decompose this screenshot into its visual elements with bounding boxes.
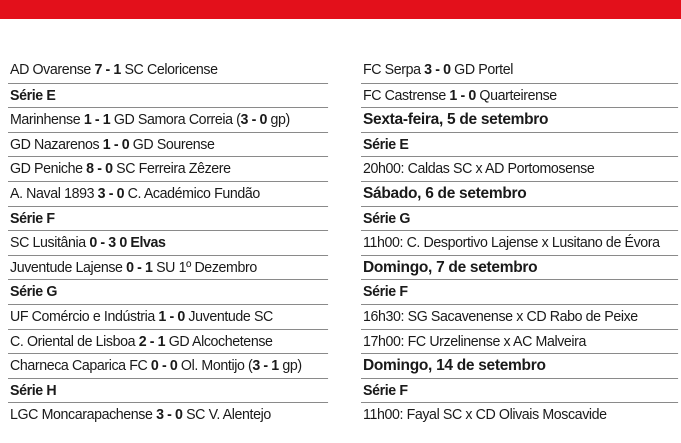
score-text: 3 - 0 xyxy=(97,185,125,202)
match-row xyxy=(8,156,328,181)
row-text: GD Peniche xyxy=(9,161,87,178)
serie-heading xyxy=(8,378,328,403)
row-text: Domingo, 7 de setembro xyxy=(362,258,538,276)
row-text: 11h00: C. Desportivo Lajense x Lusitano de Évora xyxy=(362,235,660,252)
row-text: SU 1º Dezembro xyxy=(152,259,257,276)
match-row xyxy=(8,255,328,280)
row-text: Charneca Caparica FC xyxy=(9,358,151,375)
serie-heading xyxy=(361,378,678,403)
match-row xyxy=(361,230,678,255)
row-text: Domingo, 14 de setembro xyxy=(362,357,546,375)
row-text: Série F xyxy=(362,284,408,301)
fixtures-column xyxy=(361,58,680,427)
row-text: Sábado, 6 de setembro xyxy=(362,184,527,202)
row-text: GD Samora Correia ( xyxy=(110,112,241,129)
match-row xyxy=(361,329,678,354)
match-row xyxy=(8,402,328,427)
row-text: SC Celoricense xyxy=(120,62,218,78)
row-text: C. Académico Fundão xyxy=(124,185,260,202)
row-text: SC Lusitânia xyxy=(9,235,90,252)
serie-heading xyxy=(361,132,678,157)
date-heading xyxy=(361,255,678,280)
row-text: Sexta-feira, 5 de setembro xyxy=(362,111,549,129)
row-text: 11h00: Fayal SC x CD Olivais Moscavide xyxy=(362,407,607,424)
top-accent-bar xyxy=(0,0,681,19)
match-row xyxy=(8,107,328,132)
row-text: 17h00: FC Urzelinense x AC Malveira xyxy=(362,333,587,350)
results-column xyxy=(8,58,330,427)
row-text: GD Nazarenos xyxy=(9,136,103,153)
match-row xyxy=(361,156,678,181)
match-row xyxy=(361,58,678,83)
serie-heading xyxy=(361,279,678,304)
score-text: 0 - 1 xyxy=(126,259,153,276)
score-text: 0 - 3 0 Elvas xyxy=(89,235,166,252)
match-row xyxy=(8,181,328,206)
row-text: Quarteirense xyxy=(475,87,557,104)
date-heading xyxy=(361,107,678,132)
row-text: Série F xyxy=(9,210,55,227)
score-text: 3 - 0 xyxy=(240,112,267,129)
date-heading xyxy=(361,353,678,378)
row-text: Ol. Montijo ( xyxy=(177,358,253,375)
serie-heading xyxy=(8,279,328,304)
match-row xyxy=(8,230,328,255)
row-text: SC Ferreira Zêzere xyxy=(112,161,231,178)
score-text: 3 - 0 xyxy=(424,62,451,78)
row-text: AD Ovarense xyxy=(9,62,95,78)
score-text: 7 - 1 xyxy=(94,62,121,78)
row-text: Juventude SC xyxy=(184,308,273,325)
row-text: gp) xyxy=(278,358,302,375)
row-text: FC Serpa xyxy=(362,62,425,78)
row-text: GD Portel xyxy=(450,62,514,78)
row-text: GD Sourense xyxy=(129,136,215,153)
match-row xyxy=(361,304,678,329)
row-text: Série G xyxy=(362,210,410,227)
row-text: C. Oriental de Lisboa xyxy=(9,333,139,350)
row-text: gp) xyxy=(266,112,290,129)
row-text: FC Castrense xyxy=(362,87,450,104)
score-text: 0 - 0 xyxy=(150,358,178,375)
score-text: 3 - 0 xyxy=(156,407,183,424)
row-text: UF Comércio e Indústria xyxy=(9,308,159,325)
match-row xyxy=(8,58,328,83)
score-text: 1 - 0 xyxy=(102,136,130,153)
row-text: Série G xyxy=(9,284,57,301)
serie-heading xyxy=(361,206,678,231)
score-text: 1 - 0 xyxy=(158,308,185,325)
row-text: GD Alcochetense xyxy=(165,333,273,350)
row-text: Série H xyxy=(9,382,57,399)
serie-heading xyxy=(8,83,328,108)
row-text: Juventude Lajense xyxy=(9,259,127,276)
match-row xyxy=(8,353,328,378)
row-text: SC V. Alentejo xyxy=(182,407,271,424)
row-text: Marinhense xyxy=(9,112,84,129)
match-row xyxy=(8,132,328,157)
row-text: Série E xyxy=(9,87,56,104)
score-text: 1 - 0 xyxy=(449,87,476,104)
date-heading xyxy=(361,181,678,206)
score-text: 8 - 0 xyxy=(86,161,113,178)
score-text: 1 - 1 xyxy=(83,112,111,129)
serie-heading xyxy=(8,206,328,231)
score-text: 3 - 1 xyxy=(252,358,279,375)
row-text: Série F xyxy=(362,382,408,399)
row-text: LGC Moncarapachense xyxy=(9,407,157,424)
match-row xyxy=(8,304,328,329)
row-text: 20h00: Caldas SC x AD Portomosense xyxy=(362,161,595,178)
match-row xyxy=(361,83,678,108)
row-text: Série E xyxy=(362,136,409,153)
match-row xyxy=(8,329,328,354)
row-text: A. Naval 1893 xyxy=(9,185,98,202)
row-text: 16h30: SG Sacavenense x CD Rabo de Peixe xyxy=(362,308,638,325)
match-row xyxy=(361,402,678,427)
score-text: 2 - 1 xyxy=(138,333,166,350)
